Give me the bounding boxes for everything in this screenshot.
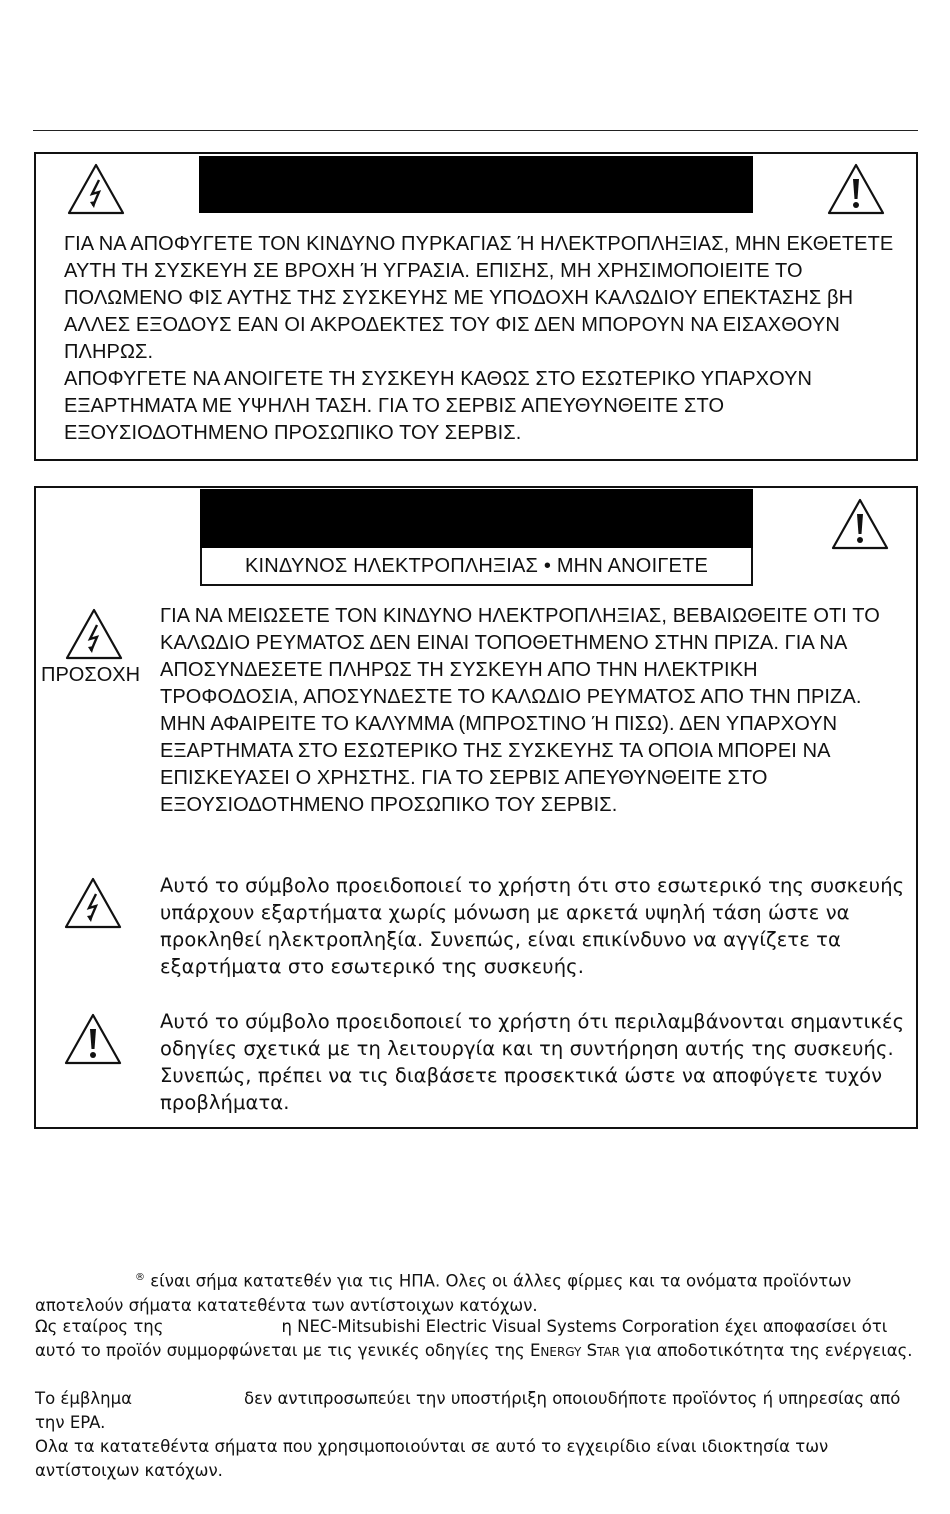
trademark-text: είναι σήμα κατατεθέν για τις ΗΠΑ. Ολες οι άλλες φίρμες και τα ονόματα προϊόντων αποτελούν σήματα κατατεθέντα των αντίστοιχων κατόχων. [35, 1271, 852, 1315]
lightning-symbol-description: Αυτό το σύμβολο προειδοποιεί το χρήστη ότι στο εσωτερικό της συσκευής υπάρχουν εξαρτήματα χωρίς μόνωση με αρκετά υψηλή τάση ώστε να προκληθεί ηλεκτροπληξία. Συνεπώς, είναι επικίνδυνο να αγγίζετε τα εξαρτήματα στο εσωτερικό της συσκευής. [160, 874, 905, 978]
caution-subheading: ΚΙΝΔΥΝΟΣ ΗΛΕΚΤΡΟΠΛΗΞΙΑΣ • ΜΗΝ ΑΝΟΙΓΕΤΕ [200, 548, 753, 586]
lightning-symbol-icon [63, 876, 123, 930]
warning-header-bar [199, 156, 753, 213]
trademark-paragraph [35, 1266, 920, 1318]
partner-text-end: για αποδοτικότητα της ενέργειας. [620, 1341, 913, 1360]
lightning-warning-icon [64, 607, 124, 661]
warning-paragraph-2: ΑΠΟΦΥΓΕΤΕ ΝΑ ΑΝΟΙΓΕΤΕ ΤΗ ΣΥΣΚΕΥΗ ΚΑΘΩΣ ΣΤΟ ΕΣΩΤΕΡΙΚΟ ΥΠΑΡΧΟΥΝ ΕΞΑΡΤΗΜΑΤΑ ΜΕ ΥΨΗΛΗ ΤΑΣΗ. ΓΙΑ ΤΟ ΣΕΡΒΙΣ ΑΠΕΥΘΥΝΘΕΙΤΕ ΣΤΟ ΕΞΟΥΣΙΟΔΟΤΗΜΕΝΟ ΠΡΟΣΩΠΙΚΟ ΤΟΥ ΣΕΡΒΙΣ. [64, 368, 813, 444]
lightning-warning-icon [66, 162, 126, 216]
exclamation-symbol-description: Αυτό το σύμβολο προειδοποιεί το χρήστη ότι περιλαμβάνονται σημαντικές οδηγίες σχετικά με τη λειτουργία και τη συντήρηση αυτής της συσκευής. Συνεπώς, πρέπει να τις διαβάσετε προσεκτικά ώστε να αποφύγετε τυχόν προβλήματα. [160, 1010, 905, 1114]
caution-paragraph: ΓΙΑ ΝΑ ΜΕΙΩΣΕΤΕ ΤΟΝ ΚΙΝΔΥΝΟ ΗΛΕΚΤΡΟΠΛΗΞΙΑΣ, ΒΕΒΑΙΩΘΕΙΤΕ ΟΤΙ ΤΟ ΚΑΛΩΔΙΟ ΡΕΥΜΑΤΟΣ ΔΕΝ ΕΙΝΑΙ ΤΟΠΟΘΕΤΗΜΕΝΟ ΣΤΗΝ ΠΡΙΖΑ. ΓΙΑ ΝΑ ΑΠΟΣΥΝΔΕΣΕΤΕ ΠΛΗΡΩΣ ΤΗ ΣΥΣΚΕΥΗ ΑΠΟ ΤΗΝ ΗΛΕΚΤΡΙΚΗ ΤΡΟΦΟΔΟΣΙΑ, ΑΠΟΣΥΝΔΕΣΤΕ ΤΟ ΚΑΛΩΔΙΟ ΡΕΥΜΑΤΟΣ ΑΠΟ ΤΗΝ ΠΡΙΖΑ. ΜΗΝ ΑΦΑΙΡΕΙΤΕ ΤΟ ΚΑΛΥΜΜΑ (ΜΠΡΟΣΤΙΝΟ Ή ΠΙΣΩ). ΔΕΝ ΥΠΑΡΧΟΥΝ ΕΞΑΡΤΗΜΑΤΑ ΣΤΟ ΕΣΩΤΕΡΙΚΟ ΤΗΣ ΣΥΣΚΕΥΗΣ ΤΑ ΟΠΟΙΑ ΜΠΟΡΕΙ ΝΑ ΕΠΙΣΚΕΥΑΣΕΙ Ο ΧΡΗΣΤΗΣ. ΓΙΑ ΤΟ ΣΕΡΒΙΣ ΑΠΕΥΘΥΝΘΕΙΤΕ ΣΤΟ ΕΞΟΥΣΙΟΔΟΤΗΜΕΝΟ ΠΡΟΣΩΠΙΚΟ ΤΟΥ ΣΕΡΒΙΣ. [160, 605, 880, 816]
ownership-paragraph: Ολα τα κατατεθέντα σήματα που χρησιμοποιούνται σε αυτό το εγχειρίδιο είναι ιδιοκτησία των αντίστοιχων κατόχων. [35, 1437, 829, 1480]
energy-star-name: Energy Star [529, 1341, 621, 1360]
energy-star-paragraph [35, 1315, 920, 1363]
warning-paragraph-1: ΓΙΑ ΝΑ ΑΠΟΦΥΓΕΤΕ ΤΟΝ ΚΙΝΔΥΝΟ ΠΥΡΚΑΓΙΑΣ Ή ΗΛΕΚΤΡΟΠΛΗΞΙΑΣ, ΜΗΝ ΕΚΘΕΤΕΤΕ ΑΥΤΗ ΤΗ ΣΥΣΚΕΥΗ ΣΕ ΒΡΟΧΗ Ή ΥΓΡΑΣΙΑ. ΕΠΙΣΗΣ, ΜΗ ΧΡΗΣΙΜΟΠΟΙΕΙΤΕ ΤΟ ΠΟΛΩΜΕΝΟ ΦΙΣ ΑΥΤΗΣ ΤΗΣ ΣΥΣΚΕΥΗΣ ΜΕ ΥΠΟΔΟΧΗ ΚΑΛΩΔΙΟΥ ΕΠΕΚΤΑΣΗΣ βΗ ΑΛΛΕΣ ΕΞΟΔΟΥΣ ΕΑΝ ΟΙ ΑΚΡΟΔΕΚΤΕΣ ΤΟΥ ΦΙΣ ΔΕΝ ΜΠΟΡΟΥΝ ΝΑ ΕΙΣΑΧΘΟΥΝ ΠΛΗΡΩΣ. [64, 233, 894, 363]
exclamation-warning-icon [830, 497, 890, 551]
emblem-text-end: δεν αντιπροσωπεύει την υποστήριξη οποιουδήποτε προϊόντος ή υπηρεσίας από την EPA. [35, 1389, 901, 1432]
exclamation-warning-icon [826, 162, 886, 216]
caution-label: ΠΡΟΣΟΧΗ [41, 664, 141, 686]
partner-text-start: Ως εταίρος της [35, 1317, 164, 1336]
exclamation-symbol-icon [63, 1012, 123, 1066]
top-rule [33, 130, 918, 131]
emblem-paragraph [35, 1387, 920, 1435]
emblem-text-start: Το έμβλημα [35, 1389, 132, 1408]
registered-mark: ® [135, 1272, 145, 1283]
partner-text-middle: η NEC-Mitsubishi Electric Visual Systems Corporation έχει αποφασίσει ότι αυτό το προϊόν συμμορφώνεται με τις γενικές οδηγίες της [35, 1317, 888, 1360]
caution-header-bar [200, 489, 753, 548]
